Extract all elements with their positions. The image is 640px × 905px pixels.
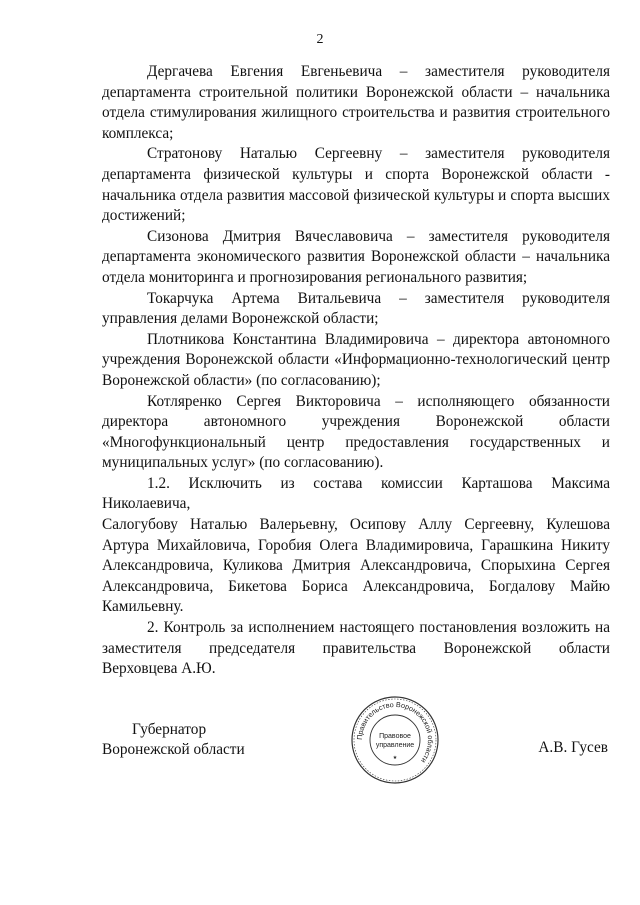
text-line: Котляренко Сергея Викторовича – исполняющего обязанности: [147, 392, 610, 410]
stamp-center-line-2: управление: [375, 742, 415, 749]
text-line: Александровича, Куликова Дмитрия Александровича, Спорыхина Сергея: [102, 557, 610, 575]
text-line: Стратонову Наталью Сергеевну – заместителя руководителя: [147, 145, 610, 163]
text-line: начальника отдела развития массовой физической культуры и спорта высших: [102, 186, 610, 204]
text-line: отдела мониторинга и прогнозирования регионального развития;: [102, 268, 528, 286]
page-number: 2: [316, 32, 324, 47]
text-line: «Многофункциональный центр предоставления государственных и: [102, 433, 610, 451]
paragraph: [102, 618, 610, 680]
text-line: учреждения Воронежской области «Информационно-технологический центр: [102, 351, 610, 369]
text-line: департамента экономического развития Воронежской области – начальника: [102, 248, 610, 266]
paragraph: [102, 474, 610, 618]
signatory-title: [102, 720, 245, 760]
signatory-title-line-1: Губернатор: [132, 721, 207, 738]
signatory-title-line-2: Воронежской области: [102, 741, 245, 758]
stamp-center-line-1: Правовое: [379, 733, 411, 740]
document-body: [102, 62, 610, 680]
text-line: Салогубову Наталью Валерьевну, Осипову Аллу Сергеевну, Кулешова: [102, 516, 610, 534]
paragraph: [102, 144, 610, 226]
paragraph: [102, 392, 610, 474]
stamp-ring-text: Правительство Воронежской области: [354, 699, 436, 765]
text-line: департамента физической культуры и спорта Воронежской области -: [102, 165, 610, 183]
text-line: комплекса;: [102, 124, 174, 142]
text-line: Александровича, Бикетова Бориса Александровича, Богдалову Майю: [102, 577, 610, 595]
text-line: Сизонова Дмитрия Вячеславовича – заместителя руководителя: [147, 227, 610, 245]
text-line: директора автономного учреждения Воронежской области: [102, 413, 610, 431]
text-line: Токарчука Артема Витальевича – заместителя руководителя: [147, 289, 610, 307]
text-line: муниципальных услуг» (по согласованию).: [102, 454, 384, 472]
text-line: Камильевну.: [102, 598, 184, 616]
text-line: 2. Контроль за исполнением настоящего постановления возложить на: [147, 619, 610, 637]
signatory-name: А.В. Гусев: [538, 739, 608, 756]
paragraph: [102, 62, 610, 144]
text-line: заместителя председателя правительства Воронежской области: [102, 639, 610, 657]
text-line: Дергачева Евгения Евгеньевича – заместителя руководителя: [147, 63, 610, 80]
text-line: управления делами Воронежской области;: [102, 310, 379, 328]
paragraph: [102, 227, 610, 289]
stamp-star-icon: ★: [392, 755, 398, 761]
official-stamp: [350, 695, 440, 785]
paragraph: [102, 330, 610, 392]
text-line: достижений;: [102, 207, 186, 225]
paragraph: [102, 289, 610, 330]
text-line: Артура Михайловича, Горобия Олега Владимировича, Гарашкина Никиту: [102, 536, 610, 554]
text-line: отдела стимулирования жилищного строительства и развития строительного: [102, 104, 610, 122]
text-line: Воронежской области» (по согласованию);: [102, 371, 381, 389]
text-line: 1.2. Исключить из состава комиссии Карташова Максима Николаевича,: [102, 474, 610, 513]
text-line: Верховцева А.Ю.: [102, 660, 216, 678]
text-line: Плотникова Константина Владимировича – директора автономного: [147, 330, 610, 348]
text-line: департамента строительной политики Воронежской области – начальника: [102, 83, 610, 101]
